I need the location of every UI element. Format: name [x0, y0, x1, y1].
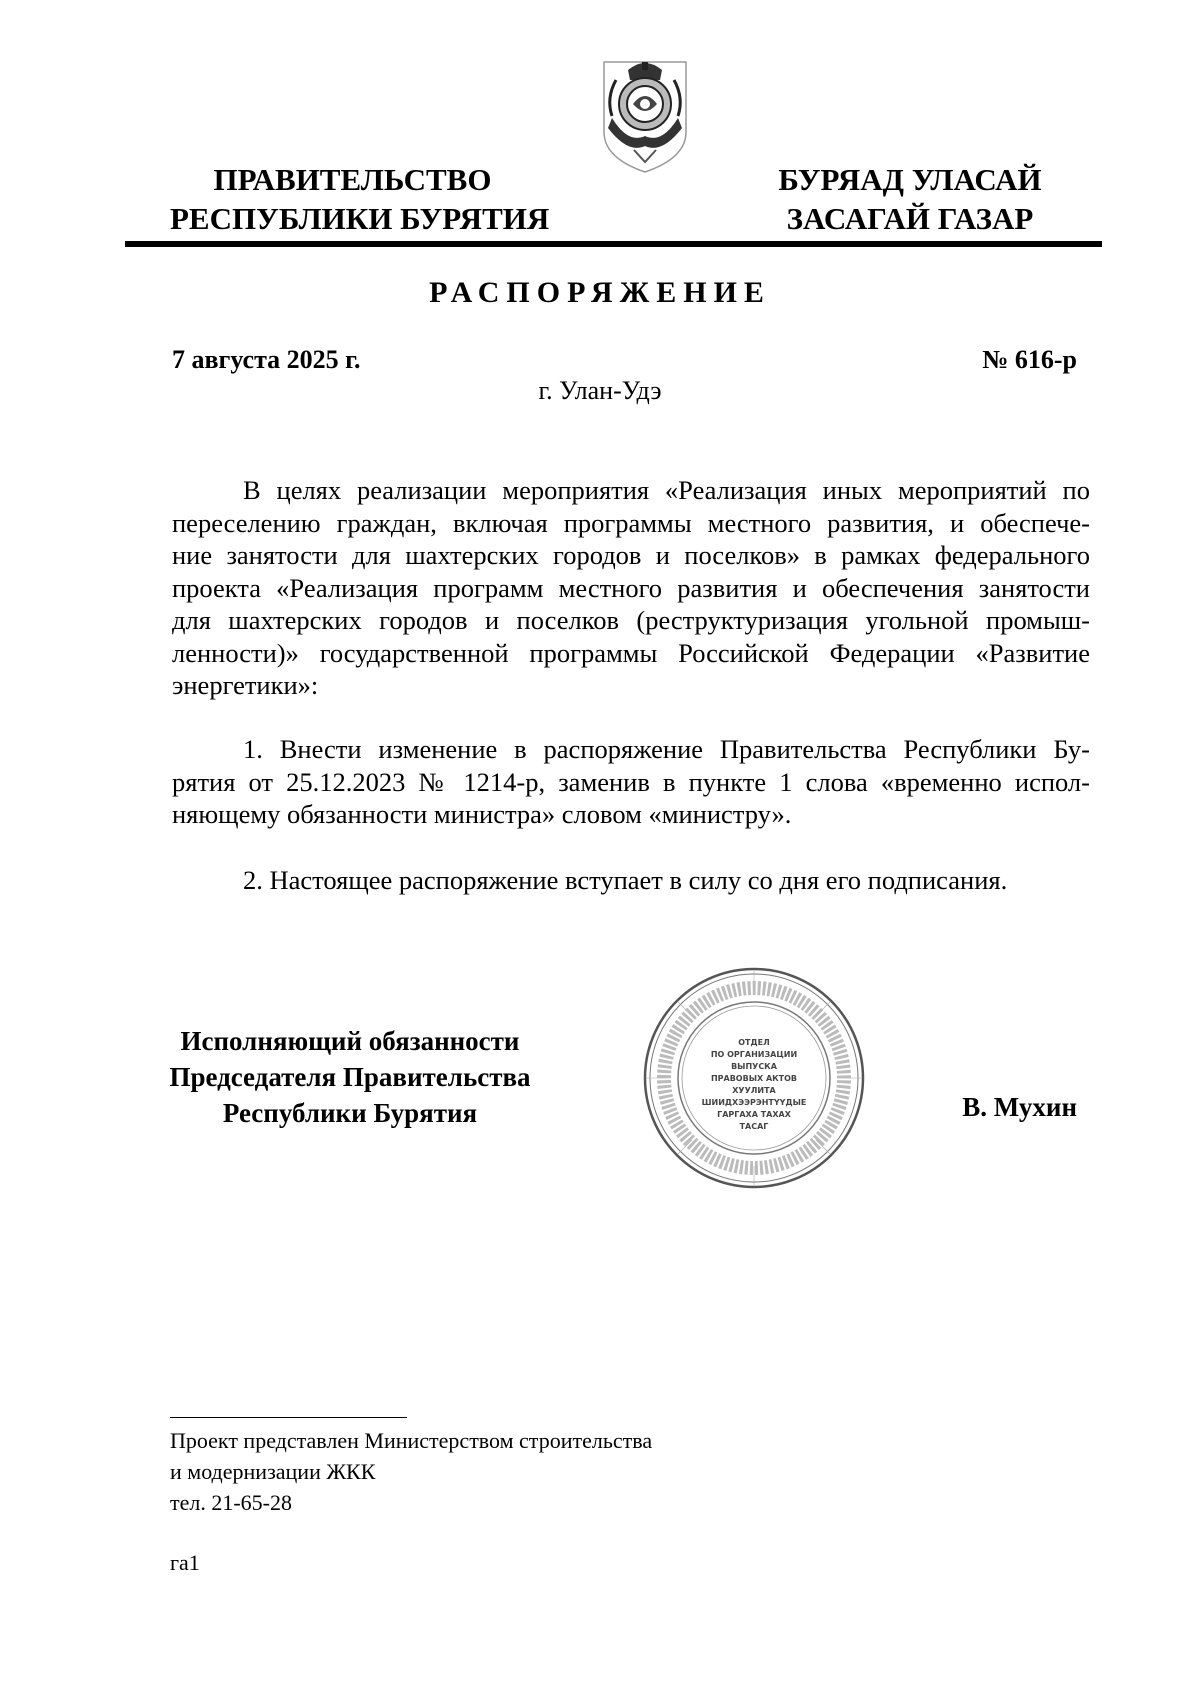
clause-1-paragraph	[172, 733, 1090, 831]
clause-2-paragraph	[172, 864, 1090, 897]
signatory-name: В. Мухин	[962, 1092, 1077, 1122]
footnote-line: и модернизации ЖКК	[170, 1459, 376, 1484]
header-right-government-name	[760, 160, 1060, 238]
header-left-line-2: РЕСПУБЛИКИ БУРЯТИЯ	[170, 201, 550, 236]
document-number: № 616-р	[982, 345, 1077, 374]
signatory-position-line: Республики Бурятия	[222, 1098, 478, 1128]
footnote-line: тел. 21-65-28	[170, 1490, 293, 1515]
seal-text-line: ГАРГАХА ТАХАХ	[717, 1110, 791, 1119]
seal-text-line: ПРАВОВЫХ АКТОВ	[710, 1074, 798, 1083]
footnote-line: Проект представлен Министерством строительства	[170, 1428, 653, 1453]
seal-text-line: ПО ОРГАНИЗАЦИИ	[710, 1050, 798, 1059]
clause-1-line: 1. Внести изменение в распоряжение Правительства Республики Бу-	[243, 734, 1090, 764]
signatory-position-line: Исполняющий обязанности	[180, 1026, 520, 1056]
header-divider	[125, 241, 1102, 247]
signatory-position-line: Председателя Правительства	[169, 1062, 531, 1092]
preamble-paragraph	[172, 474, 1090, 702]
preamble-line: В целях реализации мероприятия «Реализация иных мероприятий по	[243, 475, 1090, 505]
document-title: РАСПОРЯЖЕНИЕ	[429, 276, 771, 309]
seal-text-line: ТАСАГ	[739, 1122, 769, 1131]
preamble-line: ленности)» государственной программы Российской Федерации «Развитие	[172, 637, 1090, 668]
document-city: г. Улан-Удэ	[538, 376, 662, 405]
seal-text-line: ХУУЛИТА	[732, 1086, 776, 1095]
clause-1-line: няющему обязанности министра» словом «министру».	[172, 799, 792, 829]
header-right-line-2: ЗАСАГАЙ ГАЗАР	[786, 201, 1034, 236]
seal-text-line: ОТДЕЛ	[738, 1038, 770, 1047]
header-left-government-name	[170, 160, 550, 238]
seal-text-line: ВЫПУСКА	[731, 1062, 777, 1071]
footnote	[170, 1425, 652, 1518]
document-date: 7 августа 2025 г.	[172, 345, 361, 374]
clause-1-line: рятия от 25.12.2023 № 1214-р, заменив в пункте 1 слова «временно испол-	[172, 766, 1090, 797]
coat-of-arms-emblem	[598, 58, 692, 176]
preamble-line: переселению граждан, включая программы местного развития, и обеспече-	[172, 507, 1090, 538]
official-round-seal	[641, 965, 867, 1191]
seal-text-line: ШИИДХЭЭРЭНТҮҮДЫЕ	[701, 1098, 807, 1107]
clause-2-line: 2. Настоящее распоряжение вступает в силу со дня его подписания.	[243, 865, 1008, 895]
header-left-line-1: ПРАВИТЕЛЬСТВО	[213, 162, 492, 197]
preamble-line: ние занятости для шахтерских городов и поселков» в рамках федерального	[172, 540, 1090, 570]
preamble-line: проекта «Реализация программ местного развития и обеспечения занятости	[172, 572, 1090, 603]
document-code: га1	[170, 1550, 200, 1575]
preamble-line: для шахтерских городов и поселков (реструктуризация угольной промыш-	[172, 605, 1090, 635]
signatory-position	[150, 1023, 550, 1131]
header-right-line-1: БУРЯАД УЛАСАЙ	[778, 162, 1042, 197]
footnote-divider	[170, 1417, 407, 1418]
preamble-line: энергетики»:	[172, 670, 319, 700]
